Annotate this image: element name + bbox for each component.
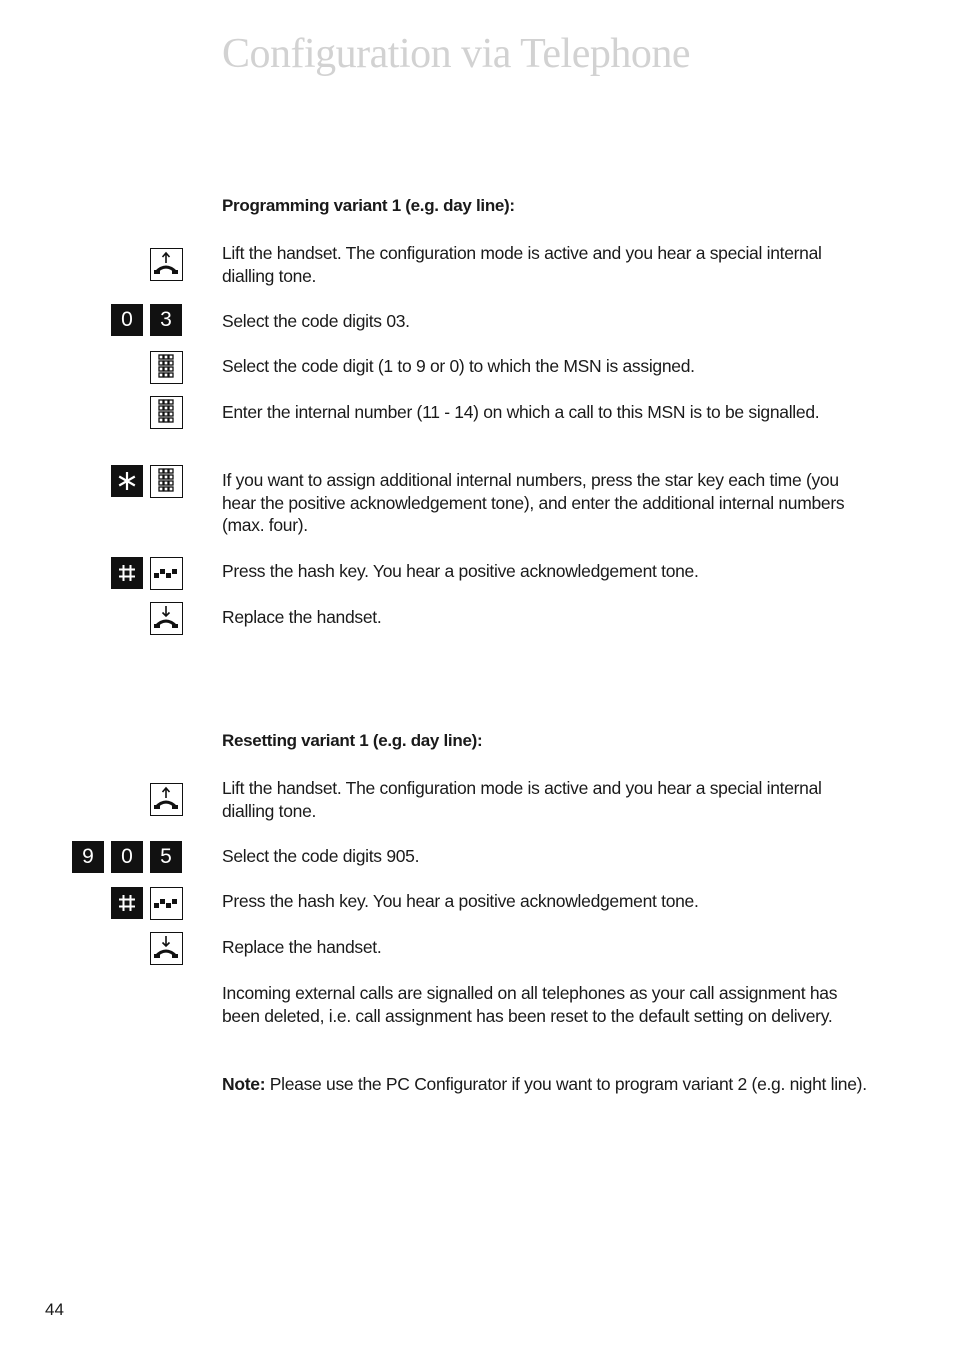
resetting-step-lift-text: Lift the handset. The configuration mode is active and you hear a special internal dialling tone.: [222, 778, 822, 821]
key-5: 5: [150, 841, 182, 873]
lift-handset-icon: [150, 783, 183, 816]
note-paragraph: [222, 1073, 877, 1096]
resetting-info-text: Incoming external calls are signalled on all telephones as your call assignment has been deleted, i.e. call assignment has been reset to the default setting on delivery.: [222, 983, 838, 1026]
hash-key-icon: [111, 557, 143, 589]
star-key-icon: [111, 465, 143, 497]
programming-step-star-text: If you want to assign additional internal numbers, press the star key each time (you hear the positive acknowledgement tone), and enter the additional internal numbers (max. four).: [222, 470, 845, 535]
keypad-icon: [150, 396, 183, 429]
key-0: 0: [111, 304, 143, 336]
key-9: 9: [72, 841, 104, 873]
keypad-icon: [150, 351, 183, 384]
key-3: 3: [150, 304, 182, 336]
resetting-heading: Resetting variant 1 (e.g. day line):: [222, 731, 483, 750]
programming-step-code-text: Select the code digits 03.: [222, 311, 410, 331]
programming-step-hash-text: Press the hash key. You hear a positive acknowledgement tone.: [222, 561, 699, 581]
hash-key-icon: [111, 887, 143, 919]
page-number: 44: [45, 1300, 64, 1319]
resetting-step-code-text: Select the code digits 905.: [222, 846, 420, 866]
programming-heading: Programming variant 1 (e.g. day line):: [222, 196, 515, 215]
keypad-icon: [150, 465, 183, 498]
acknowledgement-tone-icon: [150, 887, 183, 920]
note-text: Please use the PC Configurator if you want to program variant 2 (e.g. night line).: [265, 1074, 867, 1094]
acknowledgement-tone-icon: [150, 557, 183, 590]
programming-step-msn-text: Select the code digit (1 to 9 or 0) to which the MSN is assigned.: [222, 356, 695, 376]
replace-handset-icon: [150, 602, 183, 635]
resetting-step-replace-text: Replace the handset.: [222, 937, 382, 957]
programming-step-lift-text: Lift the handset. The configuration mode is active and you hear a special internal dialling tone.: [222, 243, 822, 286]
key-0: 0: [111, 841, 143, 873]
lift-handset-icon: [150, 248, 183, 281]
note-label: Note:: [222, 1074, 266, 1094]
resetting-step-hash-text: Press the hash key. You hear a positive acknowledgement tone.: [222, 891, 699, 911]
page-title: Configuration via Telephone: [222, 31, 691, 77]
programming-step-replace-text: Replace the handset.: [222, 607, 382, 627]
replace-handset-icon: [150, 932, 183, 965]
programming-step-internal-text: Enter the internal number (11 - 14) on which a call to this MSN is to be signalled.: [222, 402, 820, 422]
